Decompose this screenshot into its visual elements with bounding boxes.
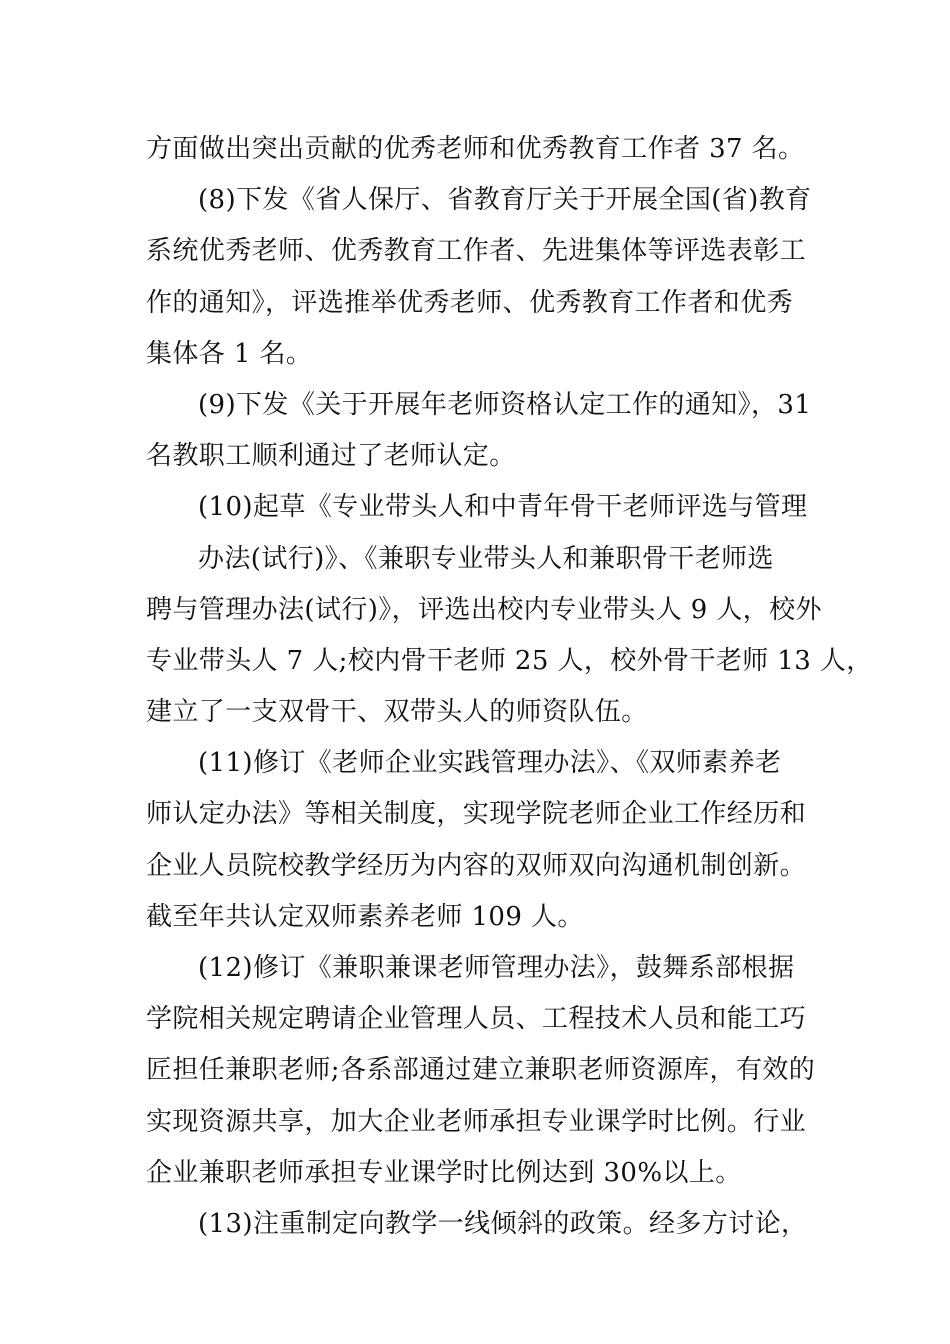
text-line: (9)下发《关于开展年老师资格认定工作的通知》，31 (198, 389, 812, 420)
text-line: (10)起草《专业带头人和中青年骨干老师评选与管理 (198, 492, 808, 523)
text-line: 师认定办法》等相关制度，实现学院老师企业工作经历和 (146, 799, 807, 830)
text-line: 学院相关规定聘请企业管理人员、工程技术人员和能工巧 (146, 1004, 807, 1035)
text-line: 系统优秀老师、优秀教育工作者、先进集体等评选表彰工 (146, 236, 807, 267)
text-line: 专业带头人 7 人;校内骨干老师 25 人，校外骨干老师 13 人， (146, 645, 873, 676)
text-line: 企业兼职老师承担专业课学时比例达到 30%以上。 (146, 1157, 742, 1188)
text-line: 匠担任兼职老师;各系部通过建立兼职老师资源库，有效的 (146, 1055, 816, 1086)
text-line: 作的通知》，评选推举优秀老师、优秀教育工作者和优秀 (146, 287, 794, 318)
body-text (146, 124, 873, 1250)
text-line: 建立了一支双骨干、双带头人的师资队伍。 (146, 697, 648, 728)
text-line: (12)修订《兼职兼课老师管理办法》，鼓舞系部根据 (198, 953, 795, 983)
text-line: 实现资源共享，加大企业老师承担专业课学时比例。行业 (146, 1106, 807, 1137)
text-line: 聘与管理办法(试行)》，评选出校内专业带头人 9 人，校外 (146, 594, 822, 625)
text-line: 截至年共认定双师素养老师 109 人。 (146, 901, 584, 932)
text-line: 集体各 1 名。 (146, 338, 313, 369)
text-line: (13)注重制定向教学一线倾斜的政策。经多方讨论， (198, 1208, 808, 1239)
text-line: 方面做出突出贡献的优秀老师和优秀教育工作者 37 名。 (146, 134, 805, 164)
text-line: (11)修订《老师企业实践管理办法》、《双师素养老 (198, 748, 782, 779)
text-line: 名教职工顺利通过了老师认定。 (146, 441, 516, 472)
text-line: 企业人员院校教学经历为内容的双师双向沟通机制创新。 (146, 850, 807, 881)
text-line: (8)下发《省人保厅、省教育厅关于开展全国(省)教育 (198, 185, 812, 216)
text-line: 办法(试行)》、《兼职专业带头人和兼职骨干老师选 (198, 543, 774, 574)
